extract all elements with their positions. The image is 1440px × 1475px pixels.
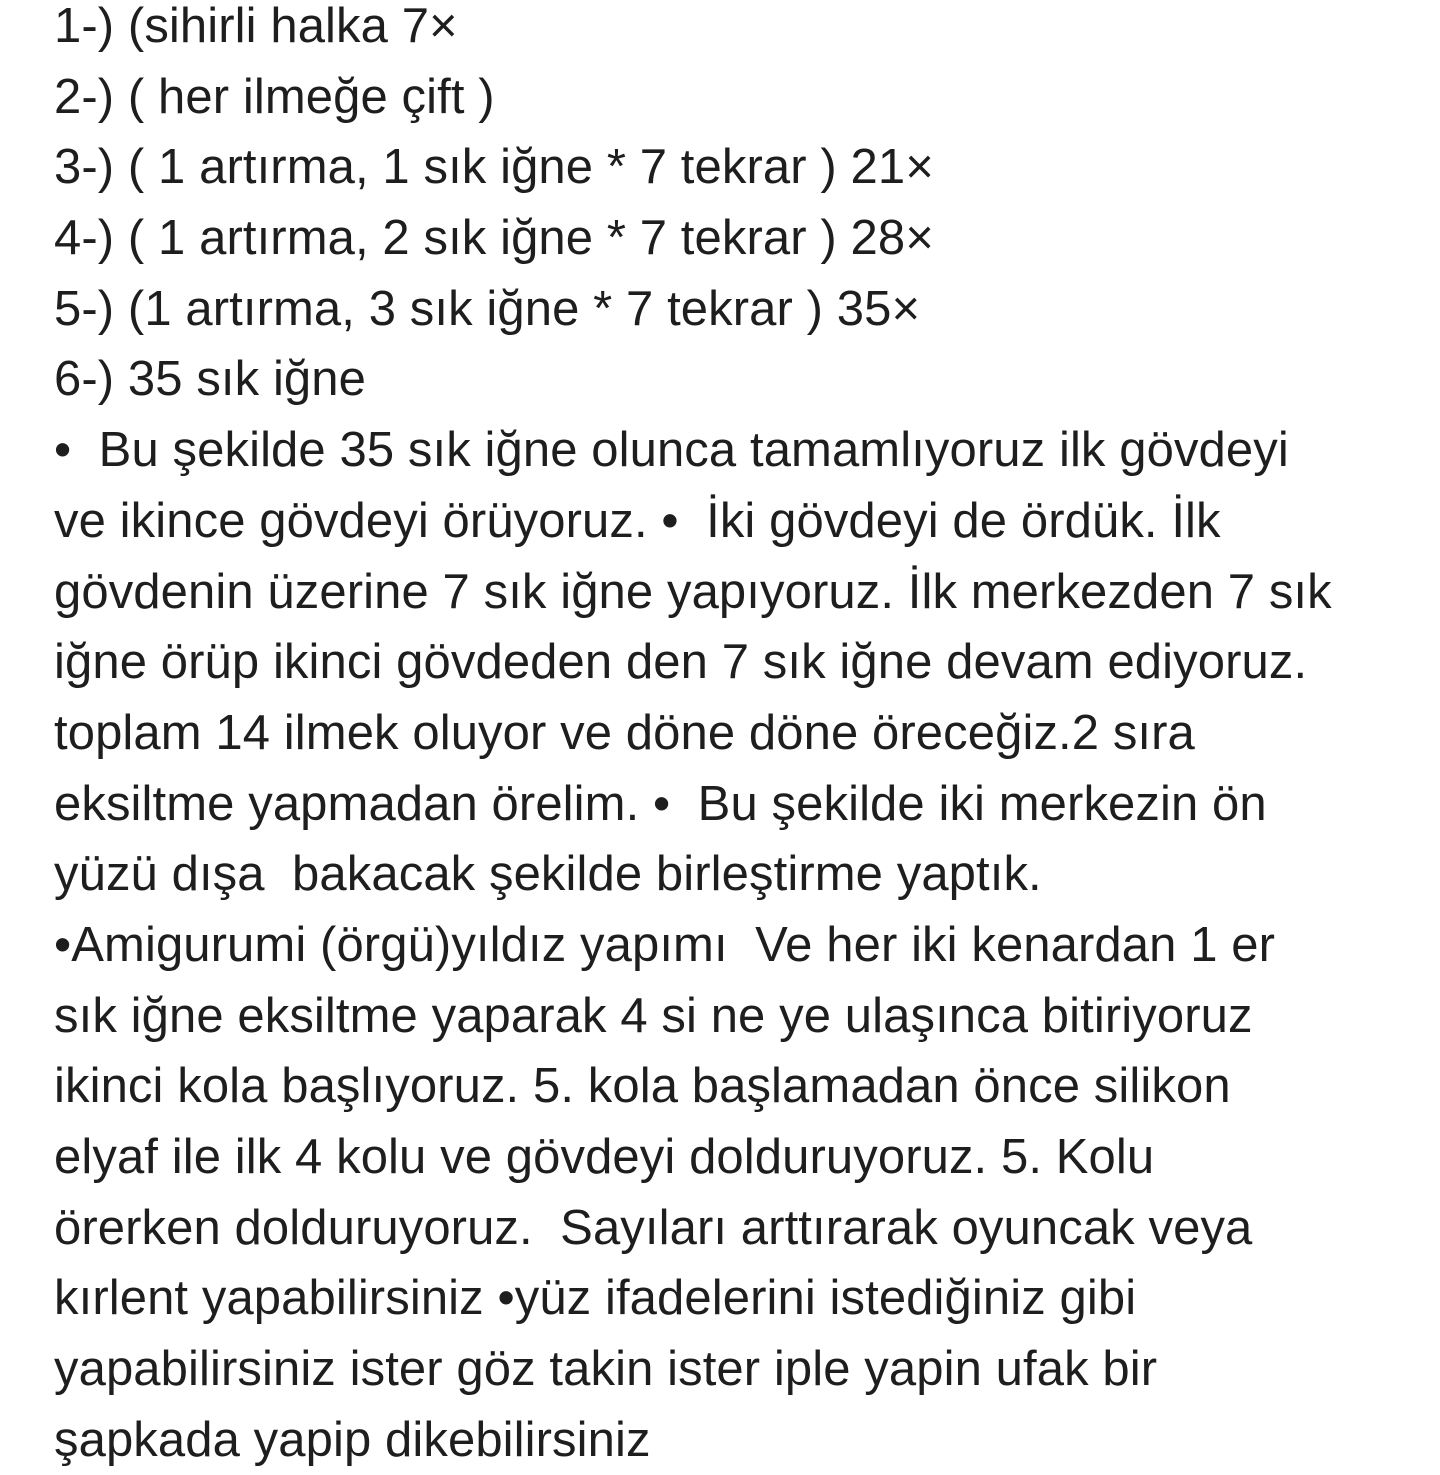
text-line-17: elyaf ile ilk 4 kolu ve gövdeyi dolduruyoruz. 5. Kolu <box>54 1130 1155 1184</box>
text-line-19: kırlent yapabilirsiniz •yüz ifadelerini istediğiniz gibi <box>54 1271 1137 1326</box>
text-line-13: yüzü dışa bakacak şekilde birleştirme yaptık. <box>54 847 1042 902</box>
text-line-2: 2-) ( her ilmeğe çift ) <box>54 69 495 124</box>
text-line-4: 4-) ( 1 artırma, 2 sık iğne * 7 tekrar ) 28× <box>54 211 934 266</box>
text-line-7: • Bu şekilde 35 sık iğne olunca tamamlıyoruz ilk gövdeyi <box>54 423 1289 478</box>
text-line-14: •Amigurumi (örgü)yıldız yapımı Ve her iki kenardan 1 er <box>54 917 1276 972</box>
text-line-5: 5-) (1 artırma, 3 sık iğne * 7 tekrar ) 35× <box>54 281 921 336</box>
text-line-9: gövdenin üzerine 7 sık iğne yapıyoruz. İlk merkezden 7 sık <box>54 564 1332 619</box>
text-line-3: 3-) ( 1 artırma, 1 sık iğne * 7 tekrar ) 21× <box>54 140 934 195</box>
text-line-15: sık iğne eksiltme yaparak 4 si ne ye ulaşınca bitiriyoruz <box>54 988 1253 1043</box>
text-line-6: 6-) 35 sık iğne <box>54 352 366 407</box>
text-line-21: şapkada yapip dikebilirsiniz <box>54 1412 651 1467</box>
text-line-16: ikinci kola başlıyoruz. 5. kola başlamadan önce silikon <box>54 1059 1231 1114</box>
text-line-8: ve ikince gövdeyi örüyoruz. • İki gövdeyi de ördük. İlk <box>54 493 1221 548</box>
text-line-11: toplam 14 ilmek oluyor ve döne döne öreceğiz.2 sıra <box>54 705 1195 760</box>
document-text <box>54 0 1414 1475</box>
text-line-10: iğne örüp ikinci gövdeden den 7 sık iğne devam ediyoruz. <box>54 635 1308 690</box>
text-line-12: eksiltme yapmadan örelim. • Bu şekilde iki merkezin ön <box>54 776 1267 831</box>
text-line-18: örerken dolduruyoruz. Sayıları arttırarak oyuncak veya <box>54 1200 1253 1255</box>
text-line-1: 1-) (sihirli halka 7× <box>54 0 458 53</box>
text-line-20: yapabilirsiniz ister göz takin ister iple yapin ufak bir <box>54 1342 1158 1397</box>
